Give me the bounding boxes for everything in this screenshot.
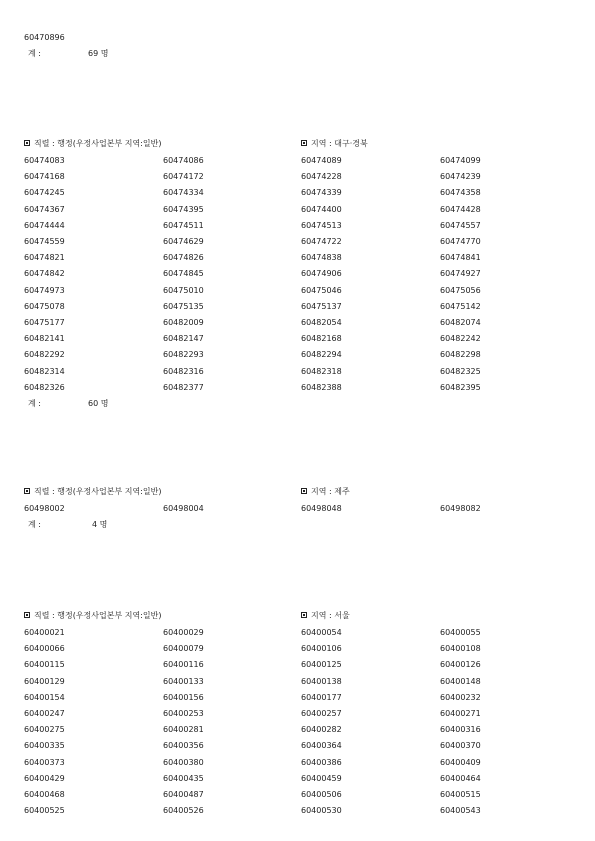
candidate-number: 60400525	[24, 806, 65, 816]
candidate-number: 60474172	[163, 172, 204, 182]
candidate-number: 60498004	[163, 504, 204, 513]
candidate-number: 60400177	[301, 692, 342, 702]
job-category-label: 직렬 : 행정(우정사업본부 지역:일반)	[34, 611, 162, 620]
region-label: 지역 : 서울	[311, 611, 350, 620]
number-row	[0, 367, 595, 383]
top-total-count: 69 명	[88, 49, 109, 58]
candidate-number: 60400271	[440, 709, 481, 718]
job-category-label: 직렬 : 행정(우정사업본부 지역:일반)	[34, 139, 162, 148]
candidate-number: 60400370	[440, 741, 481, 751]
candidate-number: 60400156	[163, 692, 204, 702]
candidate-number: 60400506	[301, 790, 342, 799]
number-row	[0, 628, 595, 644]
candidate-number: 60475078	[24, 301, 65, 311]
square-bullet-icon	[24, 140, 30, 146]
candidate-number: 60474395	[163, 204, 204, 214]
number-row	[0, 302, 595, 318]
square-bullet-icon	[24, 612, 30, 618]
candidate-number: 60482009	[163, 318, 204, 327]
job-category-header	[24, 139, 161, 149]
number-row	[0, 286, 595, 302]
candidate-number: 60474927	[440, 269, 481, 279]
candidate-number: 60474826	[163, 253, 204, 263]
candidate-number: 60400526	[163, 806, 204, 816]
candidate-number: 60475135	[163, 301, 204, 311]
candidate-number: 60482298	[440, 350, 481, 360]
candidate-number: 60400133	[163, 676, 204, 686]
number-row	[0, 644, 595, 660]
candidate-number: 60400380	[163, 757, 204, 767]
candidate-number: 60400316	[440, 725, 481, 735]
candidate-number: 60474168	[24, 172, 65, 182]
candidate-number: 60400138	[301, 676, 342, 686]
candidate-number: 60400464	[440, 773, 481, 783]
candidate-number: 60474513	[301, 220, 342, 230]
candidate-number: 60474973	[24, 285, 65, 295]
number-row	[0, 790, 595, 806]
candidate-number: 60482242	[440, 334, 481, 344]
candidate-number: 60400247	[24, 709, 65, 718]
square-bullet-icon	[24, 488, 30, 494]
candidate-number: 60400126	[440, 660, 481, 670]
candidate-number: 60482377	[163, 382, 204, 392]
candidate-number: 60400253	[163, 709, 204, 718]
candidate-number: 60482395	[440, 382, 481, 392]
candidate-number: 60474444	[24, 220, 65, 230]
square-bullet-icon	[301, 488, 307, 494]
candidate-number: 60400021	[24, 628, 65, 637]
candidate-number: 60400055	[440, 628, 481, 637]
candidate-number: 60400335	[24, 741, 65, 751]
candidate-number: 60400106	[301, 644, 342, 654]
candidate-number: 60475010	[163, 285, 204, 295]
candidate-number: 60482325	[440, 366, 481, 376]
number-row	[0, 188, 595, 204]
candidate-number: 60474821	[24, 253, 65, 263]
number-row	[0, 677, 595, 693]
candidate-number: 60400356	[163, 741, 204, 751]
candidate-number: 60400029	[163, 628, 204, 637]
candidate-number: 60474239	[440, 172, 481, 182]
number-row	[0, 693, 595, 709]
candidate-number: 60474770	[440, 237, 481, 246]
candidate-number: 60474083	[24, 156, 65, 165]
candidate-number: 60474089	[301, 156, 342, 165]
candidate-number: 60474557	[440, 220, 481, 230]
candidate-number: 60400232	[440, 692, 481, 702]
region-label: 지역 : 제주	[311, 487, 350, 496]
candidate-number: 60474086	[163, 156, 204, 165]
candidate-number: 60474339	[301, 188, 342, 198]
number-row	[0, 318, 595, 334]
candidate-number: 60482318	[301, 366, 342, 376]
candidate-number: 60400364	[301, 741, 342, 751]
top-total-label: 계 :	[28, 49, 41, 58]
job-category-header	[24, 611, 161, 621]
candidate-number: 60475046	[301, 285, 342, 295]
region-header	[301, 139, 368, 149]
candidate-number: 60475056	[440, 285, 481, 295]
candidate-number: 60482316	[163, 366, 204, 376]
candidate-number: 60474358	[440, 188, 481, 198]
region-header	[301, 611, 350, 621]
region-label: 지역 : 대구·경북	[311, 139, 368, 148]
candidate-number: 60474841	[440, 253, 481, 263]
number-row	[0, 205, 595, 221]
number-row	[0, 806, 595, 822]
candidate-number: 60400079	[163, 644, 204, 654]
number-row	[0, 504, 595, 520]
total-count: 60 명	[88, 399, 109, 408]
candidate-number: 60400373	[24, 757, 65, 767]
number-row	[0, 172, 595, 188]
total-label: 계 :	[28, 520, 41, 530]
square-bullet-icon	[301, 140, 307, 146]
candidate-number: 60400468	[24, 790, 65, 799]
number-row	[0, 350, 595, 366]
candidate-number: 60482294	[301, 350, 342, 360]
candidate-number: 60482326	[24, 382, 65, 392]
candidate-number: 60400148	[440, 676, 481, 686]
number-row	[0, 709, 595, 725]
candidate-number: 60474367	[24, 204, 65, 214]
candidate-number: 60474334	[163, 188, 204, 198]
candidate-number: 60400054	[301, 628, 342, 637]
candidate-number: 60474245	[24, 188, 65, 198]
number-row	[0, 269, 595, 285]
candidate-number: 60474906	[301, 269, 342, 279]
candidate-number: 60400515	[440, 790, 481, 799]
region-header	[301, 487, 350, 497]
number-row	[0, 253, 595, 269]
candidate-number: 60474428	[440, 204, 481, 214]
number-row	[0, 221, 595, 237]
candidate-number: 60400386	[301, 757, 342, 767]
candidate-number: 60482074	[440, 318, 481, 327]
number-row	[0, 725, 595, 741]
number-row	[0, 156, 595, 172]
total-count: 4 명	[92, 520, 108, 530]
number-row	[0, 660, 595, 676]
candidate-number: 60474845	[163, 269, 204, 279]
candidate-number: 60400116	[163, 660, 204, 670]
number-row	[0, 383, 595, 399]
candidate-number: 60474842	[24, 269, 65, 279]
candidate-number: 60474559	[24, 237, 65, 246]
candidate-number: 60482141	[24, 334, 65, 344]
job-category-header	[24, 487, 161, 497]
candidate-number: 60482293	[163, 350, 204, 360]
candidate-number: 60474511	[163, 220, 204, 230]
candidate-number: 60482388	[301, 382, 342, 392]
candidate-number: 60400409	[440, 757, 481, 767]
candidate-number: 60400108	[440, 644, 481, 654]
candidate-number: 60482292	[24, 350, 65, 360]
job-category-label: 직렬 : 행정(우정사업본부 지역:일반)	[34, 487, 162, 496]
candidate-number: 60400429	[24, 773, 65, 783]
number-row	[0, 758, 595, 774]
candidate-number: 60400129	[24, 676, 65, 686]
top-code: 60470896	[24, 33, 65, 42]
candidate-number: 60400530	[301, 806, 342, 816]
candidate-number: 60498002	[24, 504, 65, 513]
candidate-number: 60474629	[163, 237, 204, 246]
candidate-number: 60498082	[440, 504, 481, 513]
candidate-number: 60400543	[440, 806, 481, 816]
candidate-number: 60400281	[163, 725, 204, 735]
number-row	[0, 237, 595, 253]
candidate-number: 60400459	[301, 773, 342, 783]
candidate-number: 60482054	[301, 318, 342, 327]
candidate-number: 60400275	[24, 725, 65, 735]
candidate-number: 60482147	[163, 334, 204, 344]
number-row	[0, 741, 595, 757]
candidate-number: 60475137	[301, 301, 342, 311]
square-bullet-icon	[301, 612, 307, 618]
candidate-number: 60400066	[24, 644, 65, 654]
candidate-number: 60498048	[301, 504, 342, 513]
candidate-number: 60400435	[163, 773, 204, 783]
candidate-number: 60400282	[301, 725, 342, 735]
candidate-number: 60475177	[24, 318, 65, 327]
candidate-number: 60475142	[440, 301, 481, 311]
candidate-number: 60474838	[301, 253, 342, 263]
total-label: 계 :	[28, 399, 41, 408]
candidate-number: 60482168	[301, 334, 342, 344]
candidate-number: 60474400	[301, 204, 342, 214]
number-row	[0, 774, 595, 790]
candidate-number: 60400487	[163, 790, 204, 799]
candidate-number: 60474722	[301, 237, 342, 246]
candidate-number: 60400115	[24, 660, 65, 670]
candidate-number: 60474099	[440, 156, 481, 165]
candidate-number: 60400154	[24, 692, 65, 702]
candidate-number: 60474228	[301, 172, 342, 182]
number-row	[0, 334, 595, 350]
candidate-number: 60400125	[301, 660, 342, 670]
candidate-number: 60400257	[301, 709, 342, 718]
candidate-number: 60482314	[24, 366, 65, 376]
